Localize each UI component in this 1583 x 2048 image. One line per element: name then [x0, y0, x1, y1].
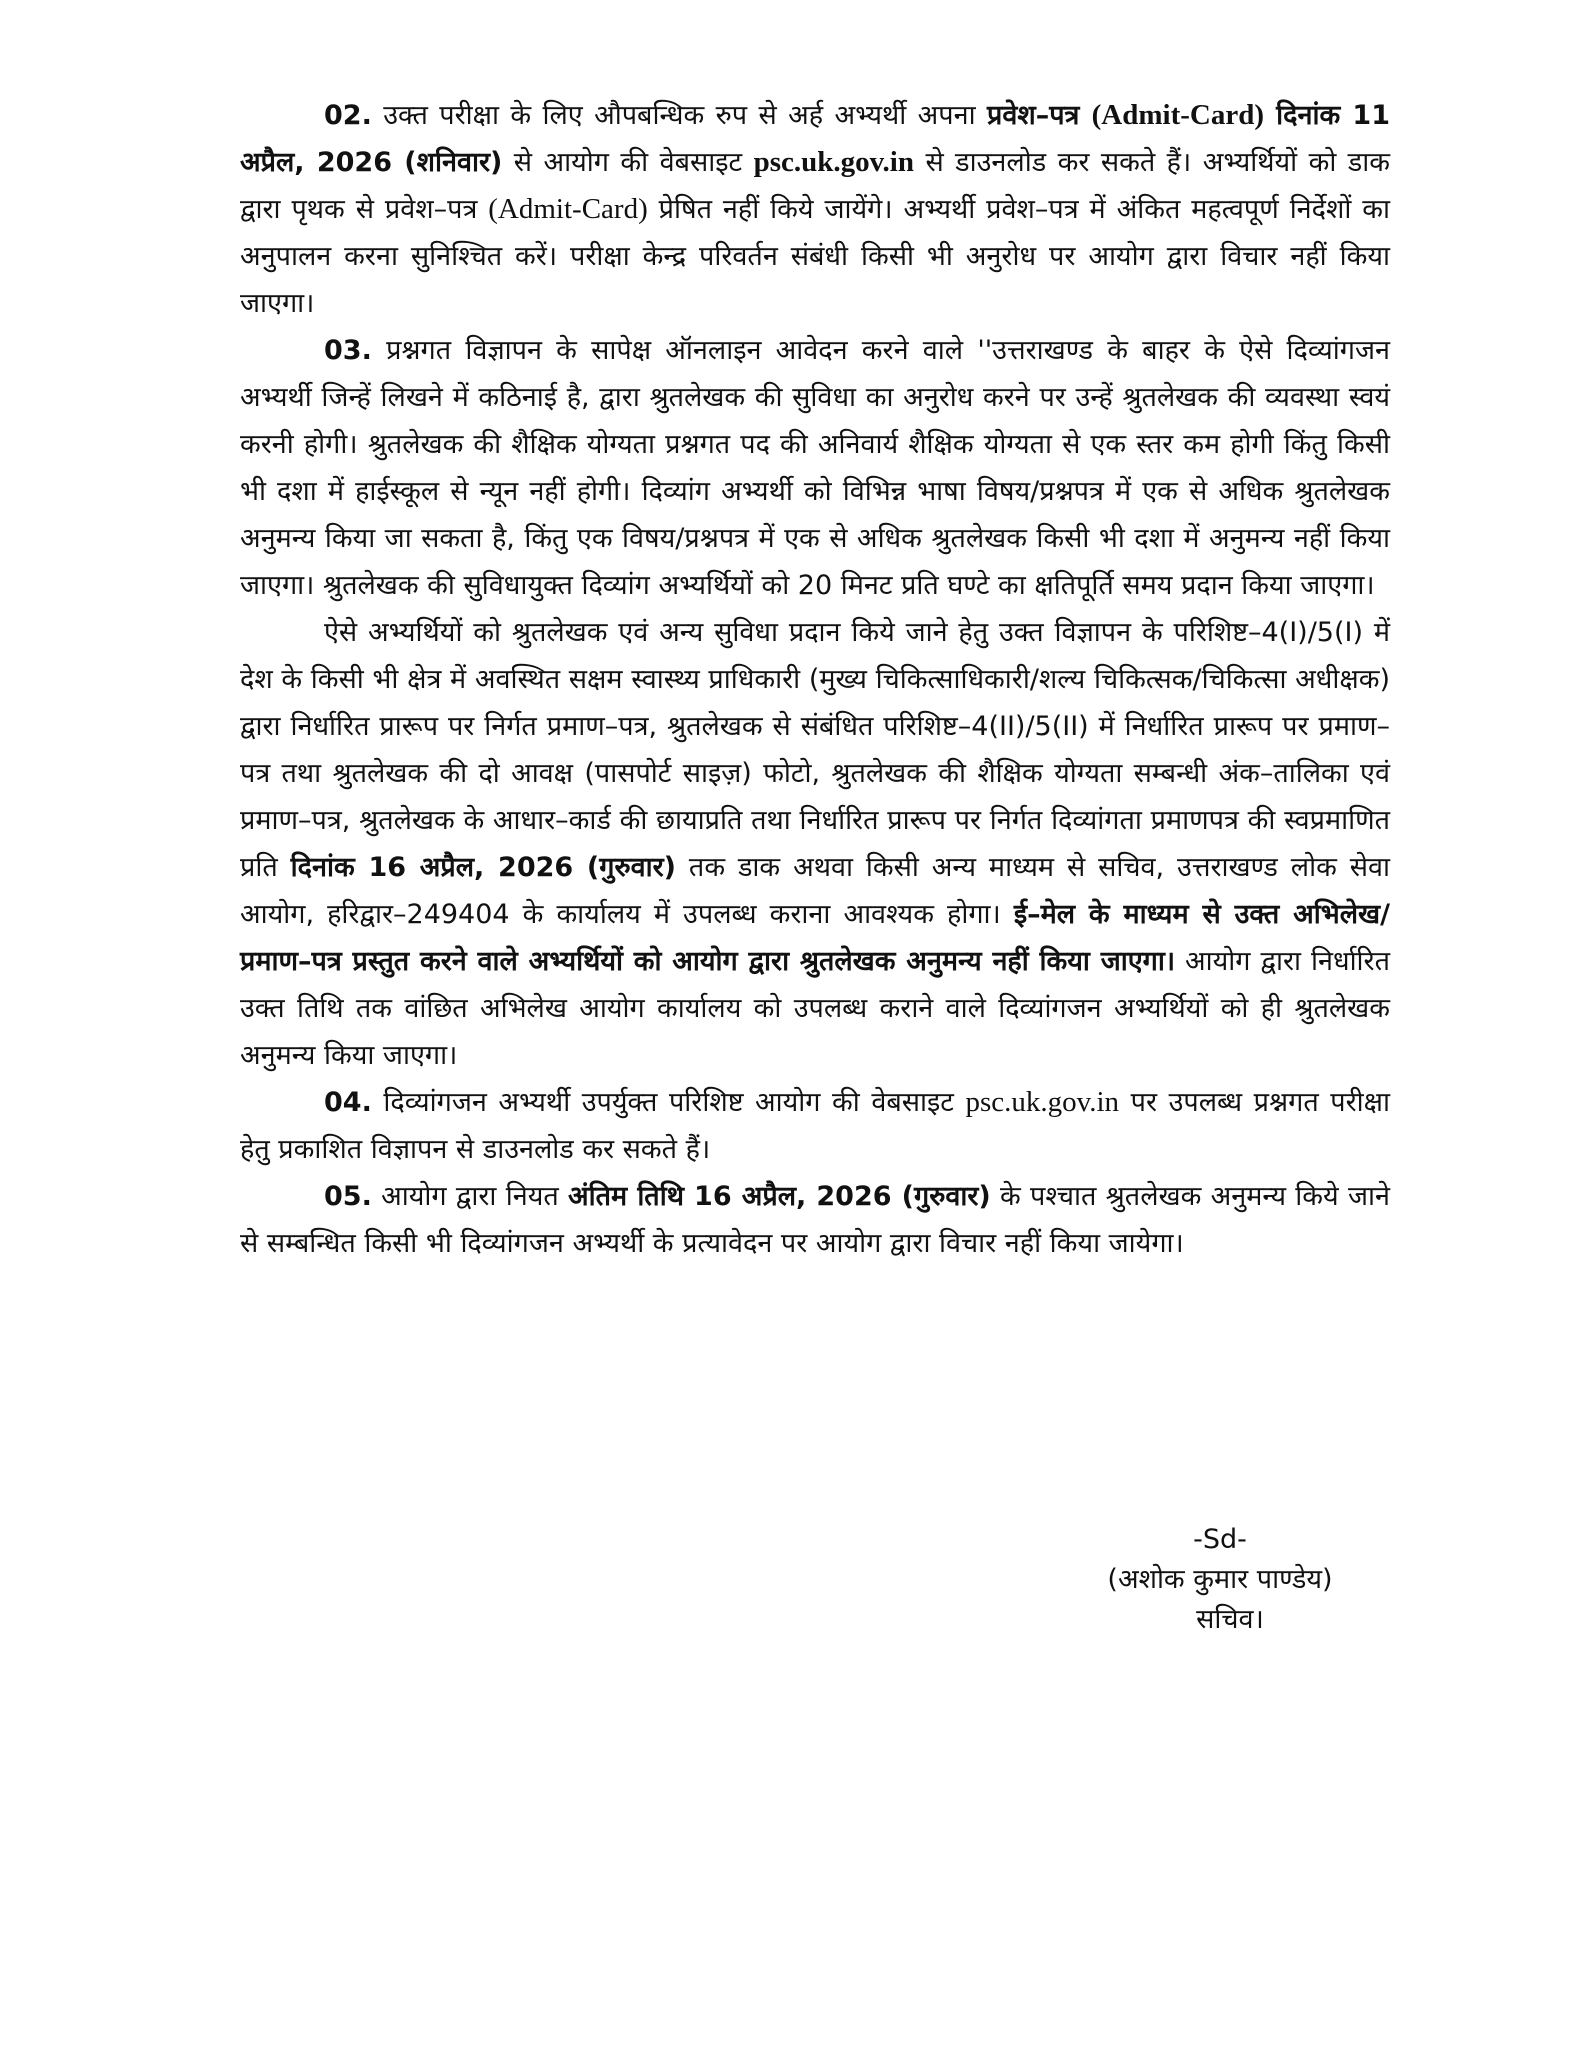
- text-segment: के पश्चात श्रुतलेखक अनुमन्य किये जाने से सम्बन्धित किसी भी दिव्यांगजन अभ्यर्थी के प्रत्यावेदन पर आयोग द्वारा विचार नहीं किया जायेगा।: [240, 1181, 1390, 1259]
- paragraph: [240, 92, 1390, 327]
- text-segment: तक डाक अथवा किसी अन्य माध्यम से सचिव, उत्तराखण्ड लोक सेवा आयोग, हरिद्वार–249404 के कार्यालय में उपलब्ध कराना आवश्यक होगा।: [240, 852, 1390, 930]
- text-segment: दिव्यांगजन अभ्यर्थी उपर्युक्त परिशिष्ट आयोग की वेबसाइट: [371, 1087, 966, 1118]
- signature-sd: -Sd-: [1193, 1524, 1247, 1555]
- text-segment: अंतिम तिथि 16 अप्रैल, 2026 (गुरुवार): [568, 1181, 991, 1212]
- text-segment: (Admit-Card): [1091, 99, 1264, 131]
- text-segment: प्रेषित नहीं किये जायेंगे। अभ्यर्थी प्रवेश–पत्र में अंकित महत्वपूर्ण निर्देशों का अनुपालन करना सुनिश्चित करें। परीक्षा केन्द्र परिवर्तन संबंधी किसी भी अनुरोध पर आयोग द्वारा विचार नहीं किया जाएगा।: [240, 194, 1390, 319]
- text-segment: 02.: [324, 100, 372, 131]
- paragraph: [240, 609, 1390, 1079]
- text-segment: 03.: [324, 335, 372, 366]
- text-segment: psc.uk.gov.in: [753, 146, 914, 178]
- text-segment: (Admit-Card): [488, 193, 648, 225]
- paragraph: [240, 1079, 1390, 1173]
- text-segment: आयोग द्वारा निर्धारित उक्त तिथि तक वांछित अभिलेख आयोग कार्यालय को उपलब्ध कराने वाले दिव्यांगजन अभ्यर्थियों को ही श्रुतलेखक अनुमन्य किया जाएगा।: [240, 946, 1390, 1071]
- signatory-name: (अशोक कुमार पाण्डेय): [1107, 1564, 1333, 1595]
- text-segment: प्रवेश–पत्र: [986, 100, 1092, 131]
- text-segment: 04.: [324, 1087, 372, 1118]
- text-segment: आयोग द्वारा नियत: [371, 1181, 569, 1212]
- document-body: [240, 92, 1390, 1267]
- signatory-designation: सचिव।: [1196, 1604, 1264, 1635]
- text-segment: ऐसे अभ्यर्थियों को श्रुतलेखक एवं अन्य सुविधा प्रदान किये जाने हेतु उक्त विज्ञापन के परिशिष्ट–4(I)/5(I) में देश के किसी भी क्षेत्र में अवस्थित सक्षम स्वास्थ्य प्राधिकारी (मुख्य चिकित्साधिकारी/शल्य चिकित्सक/चिकित्सा अधीक्षक) द्वारा निर्धारित प्रारूप पर निर्गत प्रमाण–पत्र, श्रुतलेखक से संबंधित परिशिष्ट–4(II)/5(II) में निर्धारित प्रारूप पर प्रमाण–पत्र तथा श्रुतलेखक की दो आवक्ष (पासपोर्ट साइज़) फोटो, श्रुतलेखक की शैक्षिक योग्यता सम्बन्धी अंक–तालिका एवं प्रमाण–पत्र, श्रुतलेखक के आधार–कार्ड की छायाप्रति तथा निर्धारित प्रारूप पर निर्गत दिव्यांगता प्रमाणपत्र की स्वप्रमाणित प्रति: [240, 617, 1390, 883]
- text-segment: ई–मेल के माध्यम से उक्त अभिलेख/प्रमाण–पत्र प्रस्तुत करने वाले अभ्यर्थियों को आयोग द्वारा श्रुतलेखक अनुमन्य नहीं किया जाएगा।: [240, 899, 1391, 977]
- text-segment: से डाउनलोड कर सकते हैं। अभ्यर्थियों को डाक द्वारा पृथक से प्रवेश–पत्र: [240, 147, 1390, 225]
- text-segment: पर उपलब्ध प्रश्नगत परीक्षा हेतु प्रकाशित विज्ञापन से डाउनलोड कर सकते हैं।: [240, 1087, 1391, 1165]
- paragraph: [240, 327, 1390, 609]
- text-segment: दिनांक 11 अप्रैल, 2026 (शनिवार): [240, 100, 1390, 178]
- text-segment: से आयोग की वेबसाइट: [502, 147, 754, 178]
- text-segment: 05.: [324, 1181, 372, 1212]
- text-segment: दिनांक 16 अप्रैल, 2026 (गुरुवार): [290, 852, 677, 883]
- text-segment: प्रश्नगत विज्ञापन के सापेक्ष ऑनलाइन आवेदन करने वाले ''उत्तराखण्ड के बाहर के ऐसे दिव्यांगजन अभ्यर्थी जिन्हें लिखने में कठिनाई है, द्वारा श्रुतलेखक की सुविधा का अनुरोध करने पर उन्हें श्रुतलेखक की व्यवस्था स्वयं करनी होगी। श्रुतलेखक की शैक्षिक योग्यता प्रश्नगत पद की अनिवार्य शैक्षिक योग्यता से एक स्तर कम होगी किंतु किसी भी दशा में हाईस्कूल से न्यून नहीं होगी। दिव्यांग अभ्यर्थी को विभिन्न भाषा विषय/प्रश्नपत्र में एक से अधिक श्रुतलेखक अनुमन्य किया जा सकता है, किंतु एक विषय/प्रश्नपत्र में एक से अधिक श्रुतलेखक किसी भी दशा में अनुमन्य नहीं किया जाएगा। श्रुतलेखक की सुविधायुक्त दिव्यांग अभ्यर्थियों को 20 मिनट प्रति घण्टे का क्षतिपूर्ति समय प्रदान किया जाएगा।: [240, 335, 1390, 601]
- signature-block: [1060, 1520, 1380, 1640]
- text-segment: उक्त परीक्षा के लिए औपबन्धिक रुप से अर्ह अभ्यर्थी अपना: [371, 100, 987, 131]
- paragraph: [240, 1173, 1390, 1267]
- text-segment: psc.uk.gov.in: [965, 1086, 1120, 1118]
